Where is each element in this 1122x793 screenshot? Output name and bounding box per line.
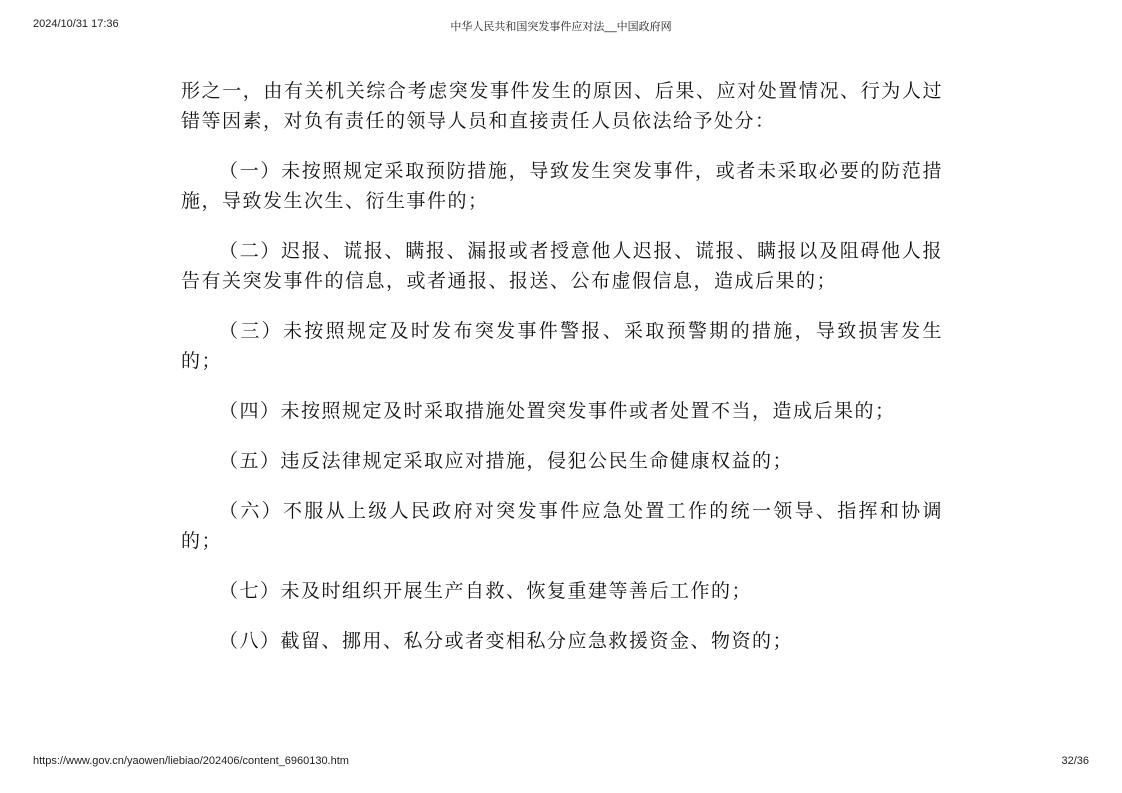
list-item-6: （六）不服从上级人民政府对突发事件应急处置工作的统一领导、指挥和协调的； bbox=[181, 500, 943, 552]
list-item-5: （五）违反法律规定采取应对措施，侵犯公民生命健康权益的； bbox=[219, 450, 794, 472]
print-datetime: 2024/10/31 17:36 bbox=[33, 18, 119, 30]
list-item-8: （八）截留、挪用、私分或者变相私分应急救援资金、物资的； bbox=[219, 630, 794, 652]
list-item-3: （三）未按照规定及时发布突发事件警报、采取预警期的措施，导致损害发生的； bbox=[181, 320, 943, 372]
page-title: 中华人民共和国突发事件应对法__中国政府网 bbox=[450, 21, 672, 33]
list-item-7: （七）未及时组织开展生产自救、恢复重建等善后工作的； bbox=[219, 580, 753, 602]
list-item-1: （一）未按照规定采取预防措施，导致发生突发事件，或者未采取必要的防范措施，导致发生次生、衍生事件的； bbox=[181, 160, 943, 212]
list-item-4: （四）未按照规定及时采取措施处置突发事件或者处置不当，造成后果的； bbox=[219, 400, 896, 422]
paragraph-continuation: 形之一，由有关机关综合考虑突发事件发生的原因、后果、应对处置情况、行为人过错等因素，对负有责任的领导人员和直接责任人员依法给予处分： bbox=[181, 80, 943, 132]
document-body bbox=[181, 76, 943, 676]
list-item-2: （二）迟报、谎报、瞒报、漏报或者授意他人迟报、谎报、瞒报以及阻碍他人报告有关突发事件的信息，或者通报、报送、公布虚假信息，造成后果的； bbox=[181, 240, 943, 292]
source-url: https://www.gov.cn/yaowen/liebiao/202406/content_6960130.htm bbox=[33, 755, 349, 767]
page-indicator: 32/36 bbox=[1061, 755, 1089, 767]
print-header bbox=[33, 18, 1089, 34]
print-footer bbox=[33, 755, 1089, 771]
